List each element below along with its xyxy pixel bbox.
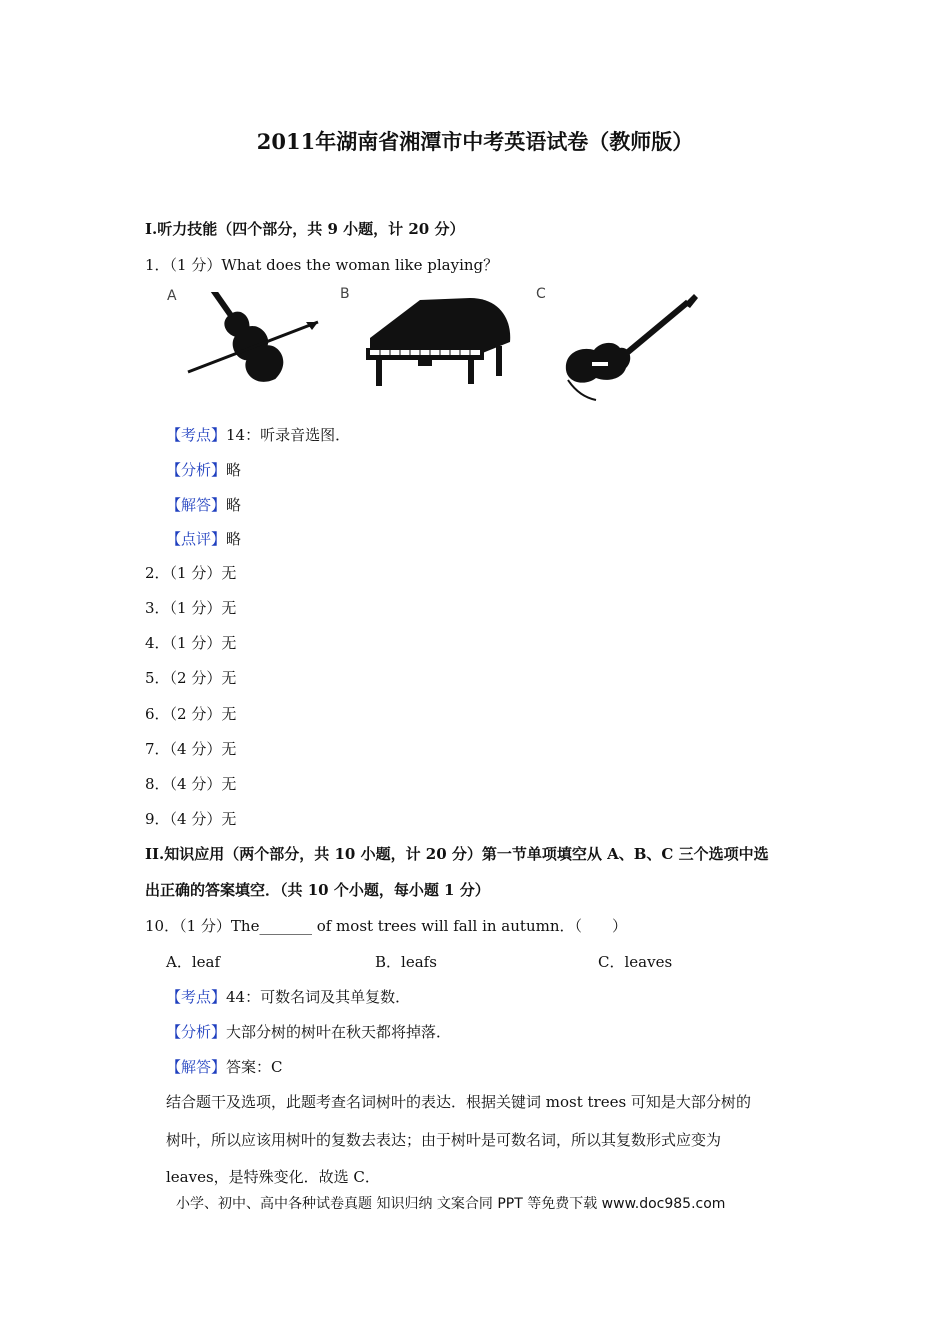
- piano-icon: [360, 290, 520, 395]
- q10-analysis-jieda: [166, 1056, 283, 1077]
- analysis-text: 44：可数名词及其单复数．: [226, 988, 411, 1006]
- analysis-text: 略: [226, 461, 242, 479]
- analysis-tag: 【考点】: [166, 988, 227, 1006]
- question-8: 8．（4 分）无: [145, 775, 237, 793]
- question-10: 10．（1 分）The_______ of most trees will fall in autumn．（ ）: [145, 917, 627, 935]
- question-1: 1．（1 分）What does the woman like playing？: [145, 256, 499, 274]
- analysis-text: 略: [226, 496, 242, 514]
- image-label-b: B: [340, 286, 350, 302]
- option-b: B．leafs: [375, 953, 437, 971]
- question-9: 9．（4 分）无: [145, 810, 237, 828]
- analysis-tag: 【解答】: [166, 496, 227, 514]
- explanation-line: 结合题干及选项，此题考查名词树叶的表达．根据关键词 most trees 可知是大部分树的: [166, 1093, 751, 1111]
- q1-analysis-jieda: [166, 494, 241, 515]
- analysis-text: 答案：C: [226, 1058, 283, 1076]
- question-6: 6．（2 分）无: [145, 705, 237, 723]
- question-4: 4．（1 分）无: [145, 634, 237, 652]
- q1-analysis-dianping: [166, 528, 241, 549]
- explanation-line: leaves，是特殊变化．故选 C．: [166, 1168, 380, 1186]
- option-a: A．leaf: [166, 953, 221, 971]
- section-heading-knowledge-cont: 出正确的答案填空．（共 10 个小题，每小题 1 分）: [145, 881, 490, 899]
- analysis-text: 14：听录音选图．: [226, 426, 351, 444]
- page-footer: 小学、初中、高中各种试卷真题 知识归纳 文案合同 PPT 等免费下载 www.doc985.com: [176, 1196, 726, 1212]
- q10-analysis-kaodian: [166, 986, 410, 1007]
- page-title: 2011年湖南省湘潭市中考英语试卷（教师版）: [256, 129, 694, 154]
- section-heading-knowledge: II.知识应用（两个部分，共 10 小题，计 20 分）第一节单项填空从 A、B、C 三个选项中选: [145, 845, 769, 863]
- analysis-tag: 【分析】: [166, 461, 227, 479]
- analysis-tag: 【分析】: [166, 1023, 227, 1041]
- image-label-c: C: [536, 286, 546, 302]
- analysis-tag: 【解答】: [166, 1058, 227, 1076]
- analysis-text: 大部分树的树叶在秋天都将掉落．: [226, 1023, 452, 1041]
- question-3: 3．（1 分）无: [145, 599, 237, 617]
- question-2: 2．（1 分）无: [145, 564, 237, 582]
- q1-analysis-fenxi: [166, 459, 241, 480]
- analysis-tag: 【考点】: [166, 426, 227, 444]
- option-c: C．leaves: [598, 953, 673, 971]
- section-heading-listening: I.听力技能（四个部分，共 9 小题，计 20 分）: [145, 220, 465, 238]
- question-5: 5．（2 分）无: [145, 669, 237, 687]
- image-label-a: A: [167, 288, 177, 304]
- q10-analysis-fenxi: [166, 1021, 451, 1042]
- q1-analysis-kaodian: [166, 424, 350, 445]
- analysis-tag: 【点评】: [166, 530, 227, 548]
- violin-icon: [178, 292, 328, 402]
- guitar-icon: [556, 290, 724, 402]
- analysis-text: 略: [226, 530, 242, 548]
- explanation-line: 树叶，所以应该用树叶的复数去表达；由于树叶是可数名词，所以其复数形式应变为: [166, 1131, 722, 1149]
- question-7: 7．（4 分）无: [145, 740, 237, 758]
